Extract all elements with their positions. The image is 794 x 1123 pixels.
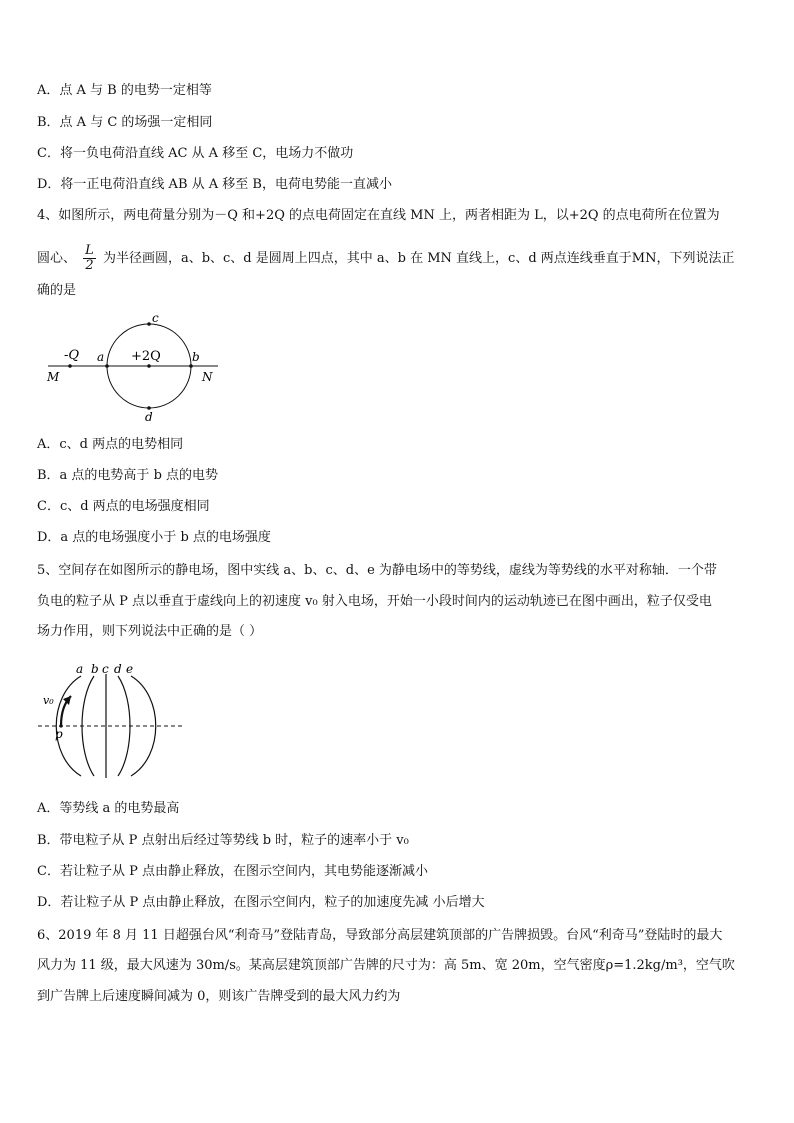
q5-option-a: A．等势线 a 的电势最高 bbox=[37, 801, 180, 816]
label-a: a bbox=[97, 350, 105, 364]
label-m: M bbox=[47, 370, 60, 384]
q5-option-b: B．带电粒子从 P 点射出后经过等势线 b 时，粒子的速率小于 v₀ bbox=[37, 833, 409, 848]
q4-stem-line3: 确的是 bbox=[37, 283, 77, 298]
label-a: a bbox=[76, 662, 84, 676]
q3-option-d: D．将一正电荷沿直线 AB 从 A 移至 B，电荷电势能一直减小 bbox=[37, 177, 392, 192]
label-p: p bbox=[55, 727, 63, 741]
q4-option-a: A．c、d 两点的电势相同 bbox=[37, 437, 184, 452]
q4-stem-line2-pre: 圆心、 bbox=[37, 251, 77, 266]
q4-fraction-numerator: L bbox=[85, 243, 94, 258]
label-v0: v₀ bbox=[43, 694, 54, 707]
q5-stem-line2: 负电的粒子从 P 点以垂直于虚线向上的初速度 v₀ 射入电场，开始一小段时间内的运动轨迹已在图中画出，粒子仅受电 bbox=[37, 594, 712, 609]
label-c: c bbox=[152, 311, 159, 325]
q4-option-b: B．a 点的电势高于 b 点的电势 bbox=[37, 468, 219, 483]
label-n: N bbox=[202, 370, 213, 384]
label-e: e bbox=[126, 662, 134, 676]
q4-stem-line2 bbox=[37, 244, 734, 273]
point-neg-q bbox=[68, 364, 72, 368]
point-pos-2q bbox=[147, 364, 151, 368]
q3-option-a: A．点 A 与 B 的电势一定相等 bbox=[37, 83, 212, 98]
q4-option-d: D．a 点的电场强度小于 b 点的电场强度 bbox=[37, 530, 271, 545]
q6-stem-line2: 风力为 11 级，最大风速为 30m/s。某高层建筑顶部广告牌的尺寸为：高 5m、宽 20m，空气密度ρ=1.2kg/m³，空气吹 bbox=[37, 958, 735, 973]
label-d: d bbox=[145, 410, 153, 424]
point-b bbox=[189, 364, 193, 368]
point-a bbox=[105, 364, 109, 368]
q4-stem-line1: 4、如图所示，两电荷量分别为－Q 和+2Q 的点电荷固定在直线 MN 上，两者相距为 L，以+2Q 的点电荷所在位置为 bbox=[37, 208, 720, 223]
q5-option-d: D．若让粒子从 P 点由静止释放，在图示空间内，粒子的加速度先减 小后增大 bbox=[37, 895, 485, 910]
q5-option-c: C．若让粒子从 P 点由静止释放，在图示空间内，其电势能逐渐减小 bbox=[37, 864, 428, 879]
q4-fraction-denominator: 2 bbox=[85, 258, 94, 273]
point-c bbox=[147, 322, 151, 326]
q5-stem-line3: 场力作用，则下列说法中正确的是（ ） bbox=[37, 624, 263, 639]
q6-stem-line1: 6、2019 年 8 月 11 日超强台风“利奇马”登陆青岛，导致部分高层建筑顶部的广告牌损毁。台风“利奇马”登陆时的最大 bbox=[37, 928, 723, 943]
label-neg-q: -Q bbox=[64, 348, 80, 363]
label-d: d bbox=[114, 662, 122, 676]
trajectory-arrowhead bbox=[63, 696, 71, 705]
q4-option-c: C．c、d 两点的电场强度相同 bbox=[37, 499, 210, 514]
q4-circle-figure bbox=[40, 308, 230, 426]
q4-stem-line2-post: 为半径画圆，a、b、c、d 是圆周上四点，其中 a、b 在 MN 直线上，c、d 两点连线垂直于MN，下列说法正 bbox=[102, 251, 735, 266]
q4-fraction bbox=[83, 244, 96, 273]
q6-stem-line3: 到广告牌上后速度瞬间减为 0，则该广告牌受到的最大风力约为 bbox=[37, 989, 401, 1004]
label-b: b bbox=[91, 662, 99, 676]
label-pos-2q: +2Q bbox=[131, 349, 161, 364]
q5-equipotential-figure bbox=[36, 660, 186, 782]
q3-option-c: C．将一负电荷沿直线 AC 从 A 移至 C，电场力不做功 bbox=[37, 146, 354, 161]
q5-stem-line1: 5、空间存在如图所示的静电场，图中实线 a、b、c、d、e 为静电场中的等势线，虚线为等势线的水平对称轴．一个带 bbox=[37, 563, 717, 578]
q3-option-b: B．点 A 与 C 的场强一定相同 bbox=[37, 115, 213, 130]
label-c: c bbox=[102, 662, 109, 676]
label-b: b bbox=[192, 350, 200, 364]
